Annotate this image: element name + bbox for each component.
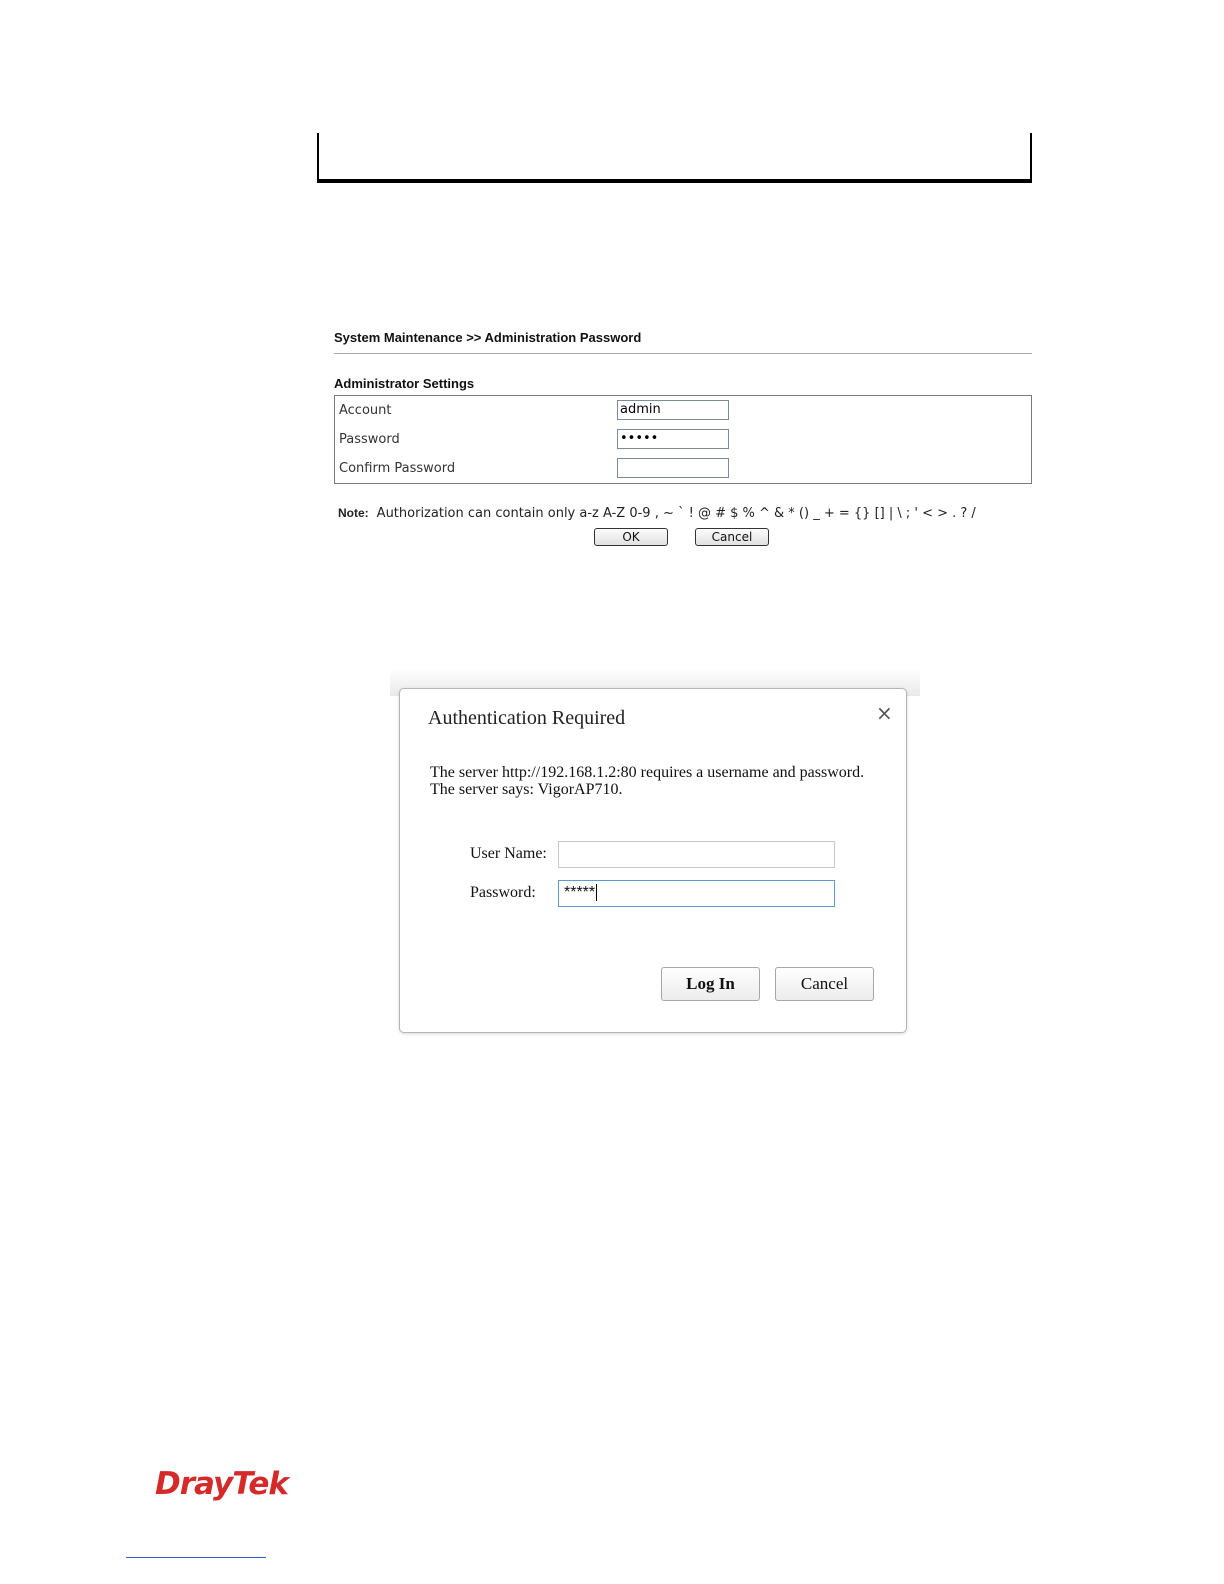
note	[334, 504, 1032, 522]
header-box	[317, 133, 1032, 183]
ok-button[interactable]: OK	[594, 528, 668, 546]
confirm-password-row	[335, 458, 1031, 487]
section-title: Administrator Settings	[334, 376, 475, 391]
password-row	[335, 429, 1031, 458]
dialog-message-line2: The server says: VigorAP710.	[430, 781, 623, 798]
note-label: Note:	[338, 506, 369, 520]
dialog-password-input[interactable]	[558, 880, 835, 907]
account-row	[335, 400, 1031, 429]
password-label: Password	[339, 432, 400, 447]
confirm-password-label: Confirm Password	[339, 461, 456, 476]
auth-dialog	[399, 688, 907, 1033]
close-icon[interactable]: ×	[876, 701, 893, 725]
note-text: Authorization can contain only a-z A-Z 0-9 , ~ ` ! @ # $ % ^ & * () _ + = {} [] | \ ; ' < > . ? /	[376, 506, 976, 521]
dialog-message-line1: The server http://192.168.1.2:80 requires a username and password.	[430, 764, 865, 781]
page-title: System Maintenance >> Administration Password	[334, 330, 642, 345]
cancel-button[interactable]: Cancel	[695, 528, 769, 546]
dialog-title: Authentication Required	[428, 707, 626, 729]
account-label: Account	[339, 403, 392, 418]
draytek-logo: DrayTek	[155, 1466, 288, 1502]
confirm-password-input[interactable]	[617, 458, 729, 478]
account-input[interactable]: admin	[617, 400, 729, 420]
dialog-password-value: *****	[564, 884, 596, 901]
log-in-button[interactable]: Log In	[661, 967, 760, 1001]
title-divider	[334, 353, 1032, 354]
username-input[interactable]	[558, 841, 835, 868]
password-input[interactable]: •••••	[617, 429, 729, 449]
username-label: User Name:	[470, 845, 547, 862]
footer-line	[126, 1557, 266, 1558]
button-row	[334, 528, 1032, 550]
dialog-password-label: Password:	[470, 884, 536, 901]
admin-password-panel	[334, 329, 1032, 550]
text-caret	[596, 884, 597, 901]
admin-settings-table	[334, 395, 1032, 484]
dialog-cancel-button[interactable]: Cancel	[775, 967, 874, 1001]
